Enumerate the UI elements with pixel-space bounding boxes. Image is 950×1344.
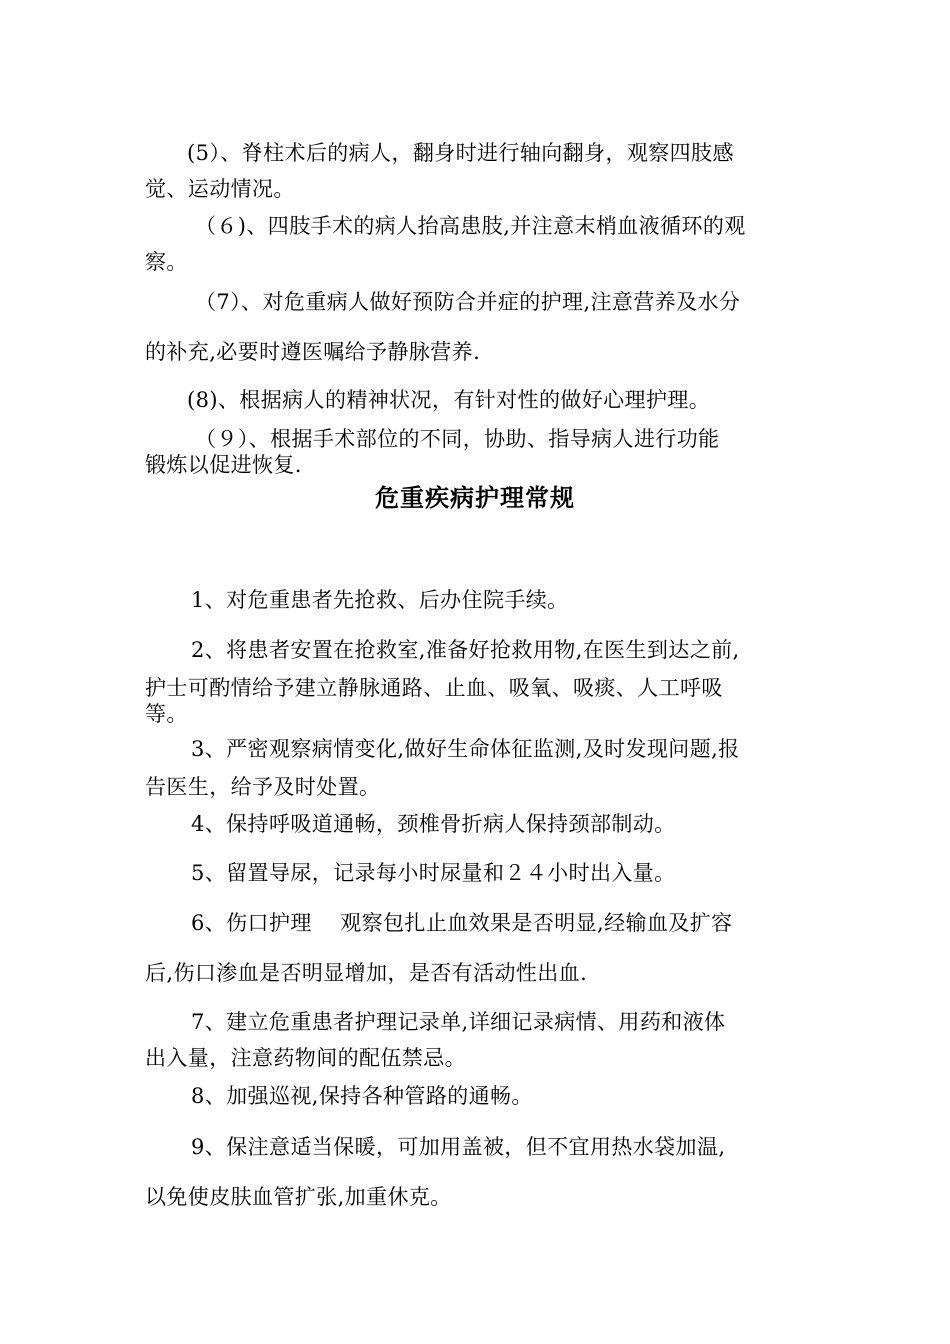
intro-item-9-line-1: （９）、根据手术部位的不同，协助、指导病人进行功能 [195,427,720,451]
rule-6-line-1: 6、伤口护理 观察包扎止血效果是否明显,经输血及扩容 [191,911,733,935]
rule-3-line-1: 3、严密观察病情变化,做好生命体征监测,及时发现问题,报 [191,737,740,761]
rule-2-line-2: 护士可酌情给予建立静脉通路、止血、吸氧、吸痰、人工呼吸 [145,676,723,700]
rule-3-line-2: 告医生，给予及时处置。 [145,775,381,799]
intro-item-7-line-2: 的补充,必要时遵医嘱给予静脉营养. [145,340,481,364]
rule-9-line-1: 9、保注意适当保暖，可加用盖被，但不宜用热水袋加温, [191,1135,726,1159]
intro-item-5-line-1: (5）、脊柱术后的病人，翻身时进行轴向翻身，观察四肢感 [187,141,734,165]
intro-item-8-line-1: (8)、根据病人的精神状况，有针对性的做好心理护理。 [187,388,711,412]
intro-item-6-line-2: 察。 [145,250,188,274]
rule-9-line-2: 以免使皮肤血管扩张,加重休克。 [145,1185,452,1209]
rule-5-line-1: 5、留置导尿，记录每小时尿量和２４小时出入量。 [191,861,676,885]
rule-1-line-1: 1、对危重患者先抢救、后办住院手续。 [191,588,569,612]
rule-7-line-2: 出入量，注意药物间的配伍禁忌。 [145,1046,466,1070]
rule-2-line-1: 2、将患者安置在抢救室,准备好抢救用物,在医生到达之前, [191,638,740,662]
rule-6-line-2: 后,伤口渗血是否明显增加，是否有活动性出血. [145,961,588,985]
section-title: 危重疾病护理常规 [375,483,575,512]
rule-2-line-3: 等。 [145,702,188,726]
intro-item-9-line-2: 锻炼以促进恢复. [145,453,302,477]
rule-7-line-1: 7、建立危重患者护理记录单,详细记录病情、用药和液体 [191,1010,726,1034]
intro-item-6-line-1: （６)、四肢手术的病人抬高患肢,并注意末梢血液循环的观 [195,214,746,238]
rule-4-line-1: 4、保持呼吸道通畅，颈椎骨折病人保持颈部制动。 [191,812,676,836]
intro-item-7-line-1: （7）、对危重病人做好预防合并症的护理,注意营养及水分 [195,290,741,314]
intro-item-5-line-2: 觉、运动情况。 [145,177,295,201]
rule-8-line-1: 8、加强巡视,保持各种管路的通畅。 [191,1084,533,1108]
